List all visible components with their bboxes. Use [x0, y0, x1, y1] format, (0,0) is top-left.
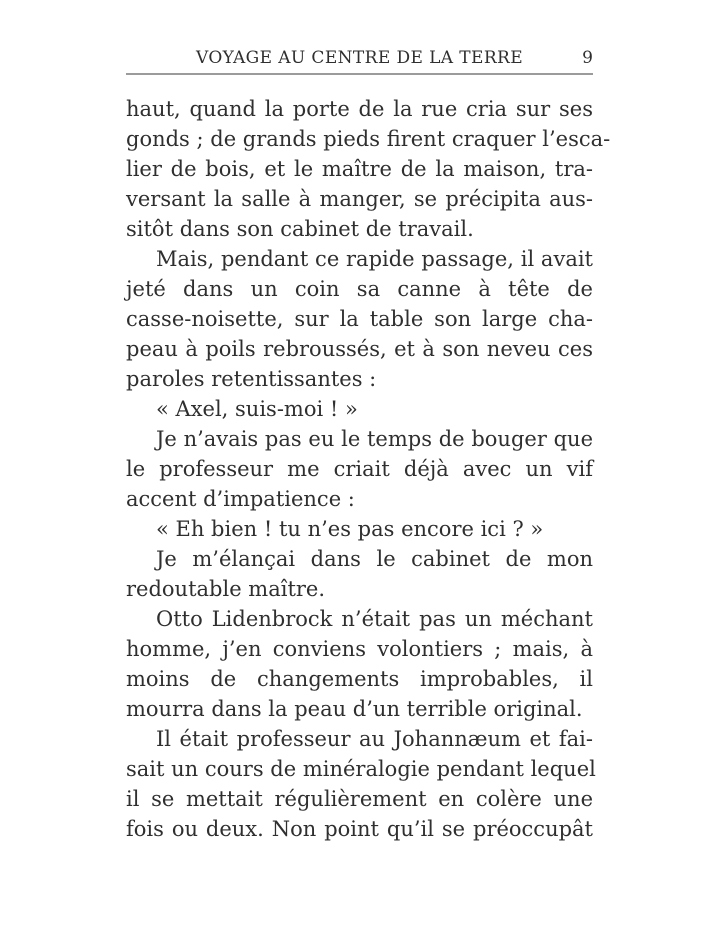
text-line: homme, j’en conviens volontiers ; mais, à: [126, 637, 593, 661]
text-line: sitôt dans son cabinet de travail.: [126, 217, 474, 241]
text-line: Otto Lidenbrock n’était pas un méchant: [156, 607, 593, 631]
text-line: haut, quand la porte de la rue cria sur ses: [126, 97, 593, 121]
text-line: mourra dans la peau d’un terrible original.: [126, 697, 583, 721]
text-line: « Axel, suis-moi ! »: [156, 397, 358, 421]
text-line: Je m’élançai dans le cabinet de mon: [156, 547, 593, 571]
page-header: [126, 49, 593, 69]
paragraph: [126, 244, 593, 394]
header-rule: [126, 73, 593, 75]
paragraph: [126, 544, 593, 604]
text-line: paroles retentissantes :: [126, 367, 377, 391]
text-line: moins de changements improbables, il: [126, 667, 593, 691]
paragraph: [126, 724, 596, 844]
text-line: casse-noisette, sur la table son large cha-: [126, 307, 593, 331]
text-line: peau à poils rebroussés, et à son neveu ces: [126, 337, 593, 361]
text-line: gonds ; de grands pieds firent craquer l’esca-: [126, 127, 611, 151]
text-line: Il était professeur au Johannæum et fai-: [156, 727, 593, 751]
text-line: redoutable maître.: [126, 577, 326, 601]
text-line: accent d’impatience :: [126, 487, 355, 511]
text-line: il se mettait régulièrement en colère une: [126, 787, 593, 811]
page-number: 9: [582, 48, 593, 68]
running-title: VOYAGE AU CENTRE DE LA TERRE: [195, 48, 524, 68]
paragraph: [126, 394, 593, 424]
text-line: Mais, pendant ce rapide passage, il avait: [156, 247, 593, 271]
text-line: Je n’avais pas eu le temps de bouger que: [156, 427, 593, 451]
page-body: [126, 94, 611, 844]
text-line: lier de bois, et le maître de la maison, tra-: [126, 157, 593, 181]
paragraph: [126, 604, 593, 724]
text-line: « Eh bien ! tu n’es pas encore ici ? »: [156, 517, 544, 541]
text-line: jeté dans un coin sa canne à tête de: [126, 277, 593, 301]
paragraph: [126, 94, 611, 244]
text-line: versant la salle à manger, se précipita aus-: [126, 187, 593, 211]
paragraph: [126, 514, 593, 544]
text-line: le professeur me criait déjà avec un vif: [126, 457, 593, 481]
paragraph: [126, 424, 593, 514]
text-line: sait un cours de minéralogie pendant lequel: [126, 757, 596, 781]
text-line: fois ou deux. Non point qu’il se préoccupât: [126, 817, 593, 841]
